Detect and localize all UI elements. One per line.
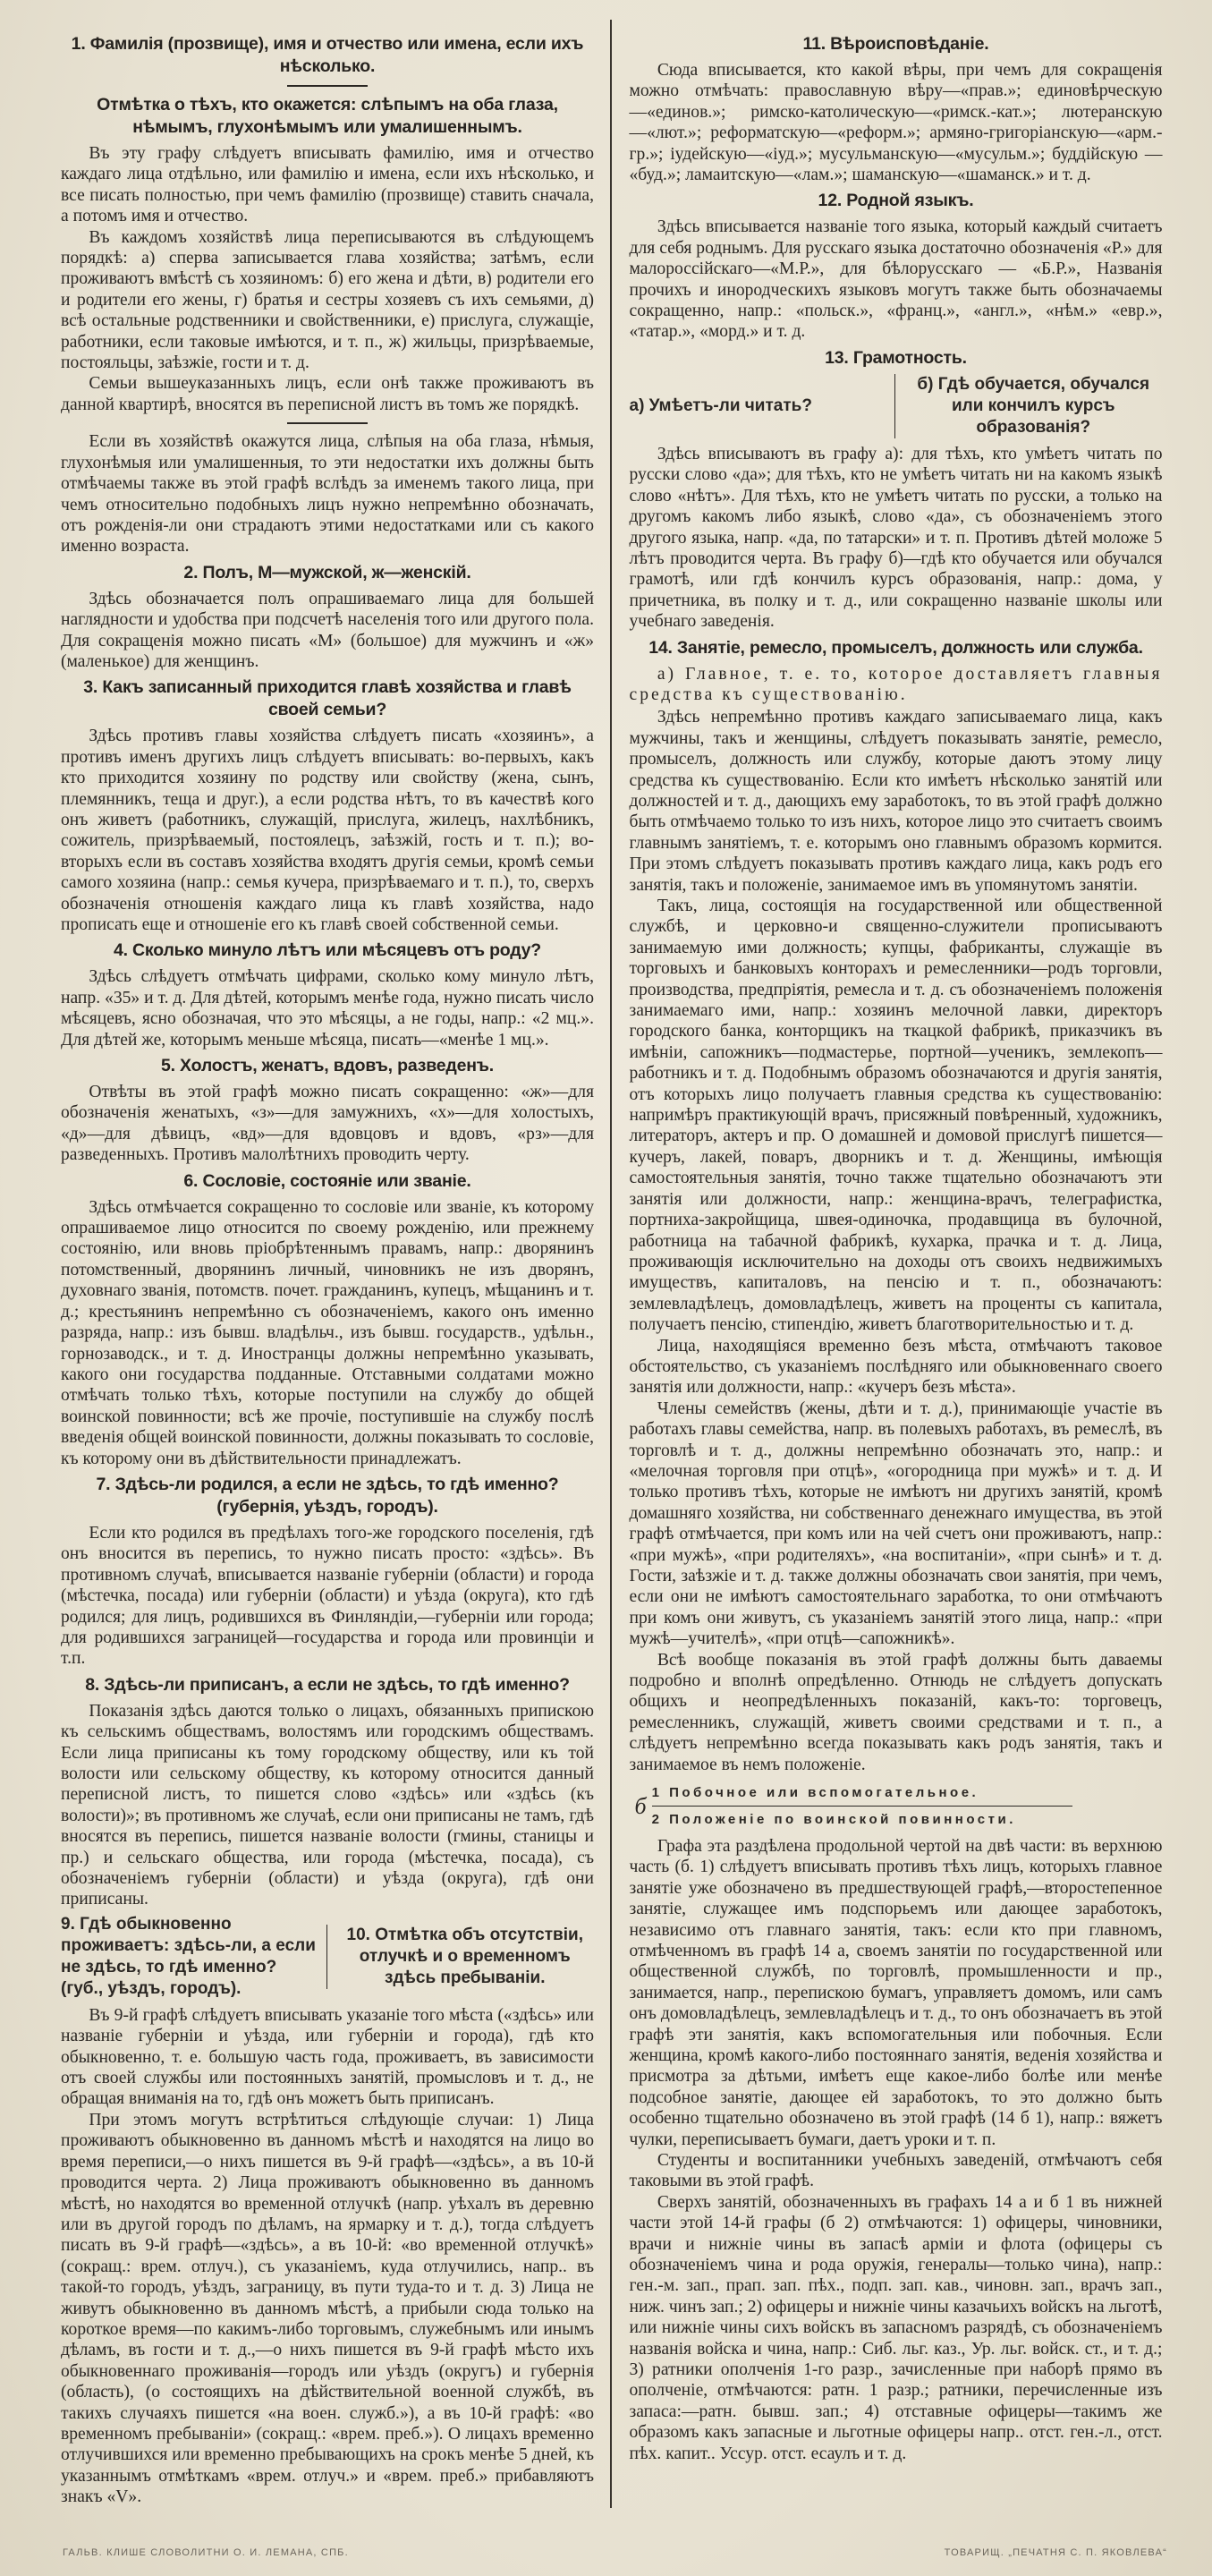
paragraph: Въ эту графу слѣдуетъ вписывать фамилію, имя и отчество каждаго лица отдѣльно, или фамилію и имена, если ихъ нѣсколько, и все писать полностью, при чемъ фамилію (прозвище) ставить сначала, а потомъ имя и отчество. [61,144,594,226]
instruction-section [630,33,1163,185]
paragraph: Сверхъ занятій, обозначенныхъ въ графахъ 14 а и б 1 въ нижней части этой 14-й графы (б 2) отмѣчаются: 1) офицеры, чиновники, врачи и нижніе чины въ запасѣ арміи и флота (офицеры съ обозначеніемъ чина и рода оружія, генералы—только чина), напр.: ген.-м. зап., прап. зап. пѣх., подп. зап. кав., чиновн. зап., врачъ зап., ниж. чинъ зап.; 2) офицеры и нижніе чины казачьихъ войскъ на льготѣ, или нижніе чины сихъ войскъ въ запасномъ разрядѣ, съ обозначеніемъ названія войска и чина, напр.: Сиб. льг. каз., Ур. льг. войск. ст., и т. д.; 3) ратники ополченія 1-го разр., зачисленные при наборѣ прямо въ ополченіе, отмѣчаются: ратн. 1 разр.; ратники, перечисленные изъ запаса:—ратн. бывш. зап.; 4) отставные офицеры—такимъ же образомъ какъ запасные и льготные офицеры напр.. отст. ген.-л., отст. пѣх. капит.. Уссур. отст. есаулъ и т. д. [629,2192,1163,2463]
instruction-section [630,637,1163,1776]
instruction-section [61,1170,594,1469]
instruction-section [630,190,1163,342]
section-heading: 7. Здѣсь-ли родился, а если не здѣсь, то гдѣ именно? (губернія, уѣздъ, городъ). [96,1474,559,1517]
two-column-body [0,29,1212,2508]
instruction-section [61,562,594,673]
paragraph: Здѣсь обозначается полъ опрашиваемаго лица для большей наглядности и удобства при подсчетѣ населенія того или другого пола. Для сокращенія можно писать «М» (большое) для мужчинъ и «ж» (маленькое) для женщинъ. [61,589,594,671]
split-heading-right: 10. Отмѣтка объ отсутствіи, отлучкѣ и о временномъ здѣсь пребываніи. [326,1925,595,1989]
split-heading [61,1914,594,2000]
fraction-heading [635,1782,1163,1831]
paragraph: Если кто родился въ предѣлахъ того-же городского поселенія, гдѣ онъ вносится въ перепись, то нужно писать просто: «здѣсь». Въ противномъ случаѣ, вписывается названіе губерніи (области) и города (мѣстечка, посада) или губерніи (области) и уѣзда (округа), кто гдѣ родился; для лицъ, родившихся въ Финляндіи,—губерніи или города; для родившихся заграницей—государства и города или провинціи и т.п. [61,1523,594,1669]
instruction-section [61,33,594,557]
paragraph: Здѣсь вписываютъ въ графу а): для тѣхъ, кто умѣетъ читать по русски слово «да»; для тѣхъ, кто не умѣетъ читать ни на какомъ языкѣ слово «нѣтъ». Для тѣхъ, кто не умѣетъ читать по русски, а только на другомъ какомъ либо языкѣ, слово «да», съ обозначеніемъ этого другого языка, напр. «да, по татарски» и т. п. Противъ дѣтей моложе 5 лѣтъ проводится черта. Въ графу б)—гдѣ кто обучается или обучался грамотѣ, или гдѣ кончилъ курсъ образованія, напр.: дома, у причетника, въ полку и т. д., или сокращенно названіе школы или учебнаго заведенія. [629,444,1163,632]
instruction-section [630,1782,1163,2464]
instruction-section [61,676,594,935]
section-heading: 11. Вѣроисповѣданіе. [802,34,989,54]
instruction-section [61,939,594,1050]
instruction-section [61,1474,594,1670]
section-heading-secondary: Отмѣтка о тѣхъ, кто окажется: слѣпымъ на оба глаза, нѣмымъ, глухонѣмымъ или умалишеннымъ. [97,95,558,137]
section-heading: 13. Грамотность. [825,347,967,368]
instruction-section [61,1914,594,2508]
paragraph: Здѣсь вписывается названіе того языка, который каждый считаетъ для себя роднымъ. Для русскаго языка достаточно обозначенія «Р.» для малороссійскаго—«М.Р.», для бѣлорусскаго — «Б.Р.», Названія прочихъ и инородческихъ языковъ могутъ также быть обозначаемы сокращенно, напр.: «польск.», «франц.», «англ.», «нѣм.» «евр.», «татар.», «морд.» и т. д. [629,217,1163,342]
section-heading: 3. Какъ записанный приходится главѣ хозяйства и главѣ своей семьи? [83,677,572,720]
printer-credit-right: ТОВАРИЩ. „ПЕЧАТНЯ С. П. ЯКОВЛЕВА“ [944,2546,1167,2558]
paragraph: При этомъ могутъ встрѣтиться слѣдующіе случаи: 1) Лица проживаютъ обыкновенно въ данномъ мѣстѣ и находятся на лицо во время переписи,—о нихъ пишется въ 9-й графѣ—«здѣсь», а въ 10-й проводится черта. 2) Лица проживаютъ обыкновенно въ данномъ мѣстѣ, но находятся во временной отлучкѣ (напр. уѣхалъ въ деревню или въ другой городъ по дѣламъ, на ярмарку и т. д.), тогда слѣдуетъ писать въ 9-й графѣ—«здѣсь», а въ 10-й: «во временной отлучкѣ» (сокращ.: врем. отлуч.), съ указаніемъ, куда отлучились, напр.. въ такой-то городъ, уѣздъ, заграницу, въ пути туда-то и т. д. 3) Лица не живутъ обыкновенно въ данномъ мѣстѣ, а прибыли сюда только на короткое время—по какимъ-либо торговымъ, служебнымъ или инымъ дѣламъ, въ гости и т. д.,—о нихъ пишется въ 9-й графѣ мѣсто ихъ обыкновеннаго проживанія—городъ или уѣздъ (округъ) и губернія (область), (о состоящихъ на дѣйствительной военной службѣ, въ такихъ случаяхъ пишется «на воен. служб.»), а въ 10-й графѣ: «во временномъ пребываніи» (сокращ.: «врем. преб.»). О лицахъ временно отлучившихся или временно пребывающихъ на срокъ менѣе 5 дней, къ указаннымъ отмѣткамъ «врем. отлуч.» и «врем. преб.» прибавляютъ знакъ «V». [61,2110,594,2507]
instruction-section [61,1674,594,1910]
section-heading: 5. Холостъ, женатъ, вдовъ, разведенъ. [160,1056,495,1076]
fraction-letter: б [634,1793,647,1820]
paragraph: Студенты и воспитанники учебныхъ заведеній, отмѣчаютъ себя таковыми въ этой графѣ. [629,2150,1163,2191]
left-column [61,29,594,2508]
section-heading: 1. Фамилія (прозвище), имя и отчество или имена, если ихъ нѣсколько. [71,34,584,76]
section-heading: 2. Полъ, М—мужской, ж—женскій. [183,562,471,582]
section-heading: 4. Сколько минуло лѣтъ или мѣсяцевъ отъ роду? [113,940,542,961]
paragraph: Такъ, лица, состоящія на государственной или общественной службѣ, и церковно-и священно-служители прописываютъ занимаемую ими должность; купцы, фабриканты, служащіе въ торговыхъ и банковыхъ конторахъ и ремесленники—родъ торговли, производства, предпріятія, ремесла и т. д. съ обозначеніемъ положенія занимаемаго ими, напр.: хозяинъ мелочной лавки, директоръ городского банка, конторщикъ на ткацкой фабрикѣ, приказчикъ въ имѣніи, сапожникъ—подмастерье, портной—ученикъ, землекопъ—работникъ и т. д. Подобнымъ образомъ обозначаются и другія занятія, отъ которыхъ лицо получаетъ главныя средства къ существованію: напримѣръ практикующій врачъ, присяжный повѣренный, художникъ, литераторъ, актеръ и пр. О домашней и домовой прислугѣ пишется—кучеръ, лакей, поваръ, дворникъ и т. д. Женщины, имѣющія самостоятельныя занятія, точно также тщательно обозначаютъ эти занятія или должности, напр.: женщина-врачъ, телеграфистка, портниха-закройщица, швея-одиночка, продавщица въ булочной, работница на табачной фабрикѣ, кухарка, прачка и т. д. Лица, проживающія исключительно на доходы отъ своихъ недвижимыхъ имуществъ, капиталовъ, на пенсію и т. п., обозначаютъ: землевладѣлецъ, домовладѣлецъ, живетъ на проценты съ капитала, получаетъ пенсію, стипендію, живетъ благотворительностью и т. д. [629,897,1163,1335]
footer-row [0,2508,1212,2576]
split-heading [630,374,1163,438]
paragraph: Графа эта раздѣлена продольной чертой на двѣ части: въ верхнюю часть (б. 1) слѣдуетъ вписывать противъ тѣхъ лицъ, которыхъ главное занятіе уже обозначено въ предшествующей графѣ,—второстепенное занятіе, служащее имъ подспорьемъ или дающее заработокъ, независимо отъ главнаго занятія, такъ: если кто при главномъ, отмѣченномъ въ графѣ 14 а, своемъ занятіи по государственной или общественной службѣ, по торговлѣ, промышленности и пр., занимается, напр., перепискою бумагъ, управляетъ домомъ, или самъ онъ домовладѣлецъ, землевладѣлецъ и т. д., то онъ обозначаетъ въ этой графѣ эти занятія, какъ вспомогательныя или побочныя. Если женщина, кромѣ какого-либо постояннаго занятія, веденія хозяйства и присмотра за дѣтьми, имѣетъ еще какое-либо болѣе или менѣе подсобное занятіе, дающее ей заработокъ, то это должно быть особенно тщательно обозначено въ этой графѣ (14 б 1), напр.: вяжетъ чулки, переписываетъ бумаги, даетъ уроки и т. п. [629,1836,1163,2149]
paragraph: Въ каждомъ хозяйствѣ лица переписываются въ слѣдующемъ порядкѣ: а) сперва записывается глава хозяйства; затѣмъ, если проживаютъ вмѣстѣ съ хозяиномъ: б) его жена и дѣти, в) родители его и родители его жены, г) братья и сестры хозяевъ съ ихъ семьями, д) всѣ остальные родственники и свойственники, е) прислуга, служащіе, работники, если таковые имѣются, и т. п., ж) жильцы, призрѣваемые, постояльцы, заѣзжіе, гости и т. д. [61,227,594,373]
paragraph: Сюда вписывается, кто какой вѣры, при чемъ для сокращенія можно отмѣчать: православную вѣру—«прав.»; единовѣрческую—«единов.»; римско-католическую—«римск.-кат.»; лютеранскую—«лют.»; реформатскую—«реформ.»; армяно-григоріанскую—«арм.-гр.»; іудейскую—«іуд.»; мусульманскую—«мусульм.»; буддійскую — «буд.»; ламаитскую—«лам.»; шаманскую—«шаманск.» и т. д. [629,61,1163,185]
paragraph: Показанія здѣсь даются только о лицахъ, обязанныхъ припискою къ сельскимъ обществамъ, волостямъ или городскимъ обществамъ. Если лица приписаны къ тому городскому обществу, или къ той волости или сельскому обществу, къ которому относится данный переписной листъ, то пишется слово «здѣсь» или «здѣсь (къ волости)»; въ противномъ же случаѣ, если они приписаны не тамъ, гдѣ вносятся въ перепись, пишется названіе волости (гмины, станицы и пр.) и сельскаго общества, или города (мѣстечка, посада), съ обозначеніемъ губерніи (области) и уѣзда (округа), гдѣ они приписаны. [61,1701,594,1909]
fraction-lines [652,1782,1072,1831]
split-heading-right: б) Гдѣ обучается, обучался или кончилъ курсъ образованія? [894,374,1163,438]
section-heading: 8. Здѣсь-ли приписанъ, а если не здѣсь, то гдѣ именно? [85,1674,570,1695]
section-heading: 6. Сословіе, состояніе или званіе. [183,1170,471,1191]
fraction-line-2: 2 Положеніе по воинской повинности. [651,1812,1016,1828]
section-subheading: а) Главное, т. е. то, которое доставляетъ главныя средства къ существованію. [629,664,1163,704]
right-column [630,29,1163,2508]
fraction-line-1: 1 Побочное или вспомогательное. [652,1782,1072,1807]
section-heading: 14. Занятіе, ремесло, промыселъ, должность или служба. [648,637,1143,658]
section-heading: 12. Родной языкъ. [818,191,974,211]
split-heading-left: 9. Гдѣ обыкновенно проживаетъ: здѣсь-ли, а если не здѣсь, то гдѣ именно? (губ., уѣздъ, городъ). [61,1914,316,1998]
paragraph: Лица, находящіяся временно безъ мѣста, отмѣчаютъ таковое обстоятельство, съ указаніемъ послѣдняго или обыкновеннаго своего занятія или должности, напр.: «кучеръ безъ мѣста». [629,1336,1163,1398]
printer-credit-left: ГАЛЬВ. КЛИШЕ СЛОВОЛИТНИ О. И. ЛЕМАНА, СПБ. [63,2546,349,2558]
divider-rule [287,85,368,87]
split-heading-left: а) Умѣетъ-ли читать? [629,395,812,415]
paragraph: Члены семействъ (жены, дѣти и т. д.), принимающіе участіе въ работахъ главы семейства, напр. въ полевыхъ работахъ, въ ремеслѣ, въ торговлѣ и т. д., должны непремѣнно обозначать это, напр.: и «мелочная торговля при отцѣ», «огородница при мужѣ» и т. д. И только противъ тѣхъ, которые не имѣютъ ни другихъ занятій, кромѣ домашняго хозяйства, ни собственнаго денежнаго имущества, въ этой графѣ отмѣчается, при комъ или на чей счетъ они проживаютъ, напр.: «при мужѣ», «при родителяхъ», «на воспитаніи», «при сынѣ» и т. д. Гости, заѣзжіе и т. д. также должны обозначать свои занятія, при чемъ, если они не имѣютъ самостоятельнаго заработка, то они отмѣчаютъ при комъ они живутъ, съ указаніемъ занятій этого лица, напр.: «при мужѣ—учителѣ», «при отцѣ—сапожникѣ». [629,1399,1163,1649]
instruction-section [61,1055,594,1166]
paragraph: Всѣ вообще показанія въ этой графѣ должны быть даваемы подробно и вполнѣ опредѣленно. Отнюдь не слѣдуетъ допускать общихъ и неопредѣленныхъ показаній, какъ-то: торговецъ, ремесленникъ, служащій, живетъ своими средствами и т. п., а слѣдуетъ непремѣнно всегда показывать какъ родъ занятія, такъ и занимаемое въ немъ положеніе. [629,1650,1163,1774]
divider-rule [287,422,368,424]
paragraph: Здѣсь противъ главы хозяйства слѣдуетъ писать «хозяинъ», а противъ именъ другихъ лицъ слѣдуетъ вписывать: во-первыхъ, какъ кто приходится хозяину по родству или свойству (жена, сынъ, племянникъ, теща и друг.), а если родства нѣтъ, то въ качествѣ кого онъ живетъ (работникъ, служащій, прислуга, жилецъ, нахлѣбникъ, сожитель, призрѣваемый, постоялецъ, заѣзжій, гость и т. п.); во-вторыхъ если въ составъ хозяйства входятъ другія семьи, кромѣ семьи самого хозяина (напр.: семья кучера, призрѣваемаго и т. п.), то, сверхъ обозначенія отношенія каждаго лица къ главѣ хозяйства, надо прописать еще и отношеніе его къ главѣ своей собственной семьи. [61,727,594,934]
instruction-section [630,347,1163,633]
paragraph: Здѣсь отмѣчается сокращенно то сословіе или званіе, къ которому опрашиваемое лицо относится по своему рожденію, или прежнему состоянію, или вновь пріобрѣтеннымъ правамъ, напр.: дворянинъ потомственный, дворянинъ личный, чиновникъ не изъ дворянъ, духовнаго званія, потомств. почет. гражданинъ, купецъ, мѣщанинъ и т. д.; крестьянинъ непремѣнно съ обозначеніемъ, какого онъ именно разряда, напр.: изъ бывш. владѣльч., изъ бывш. государств., удѣльн., горнозаводск., и т. д. Иностранцы должны непремѣнно указывать, какого они государства подданные. Отставными солдатами можно отмѣчать только тѣхъ, которые поступили на службу до общей воинской повинности; всѣ же прочіе, поступившіе на службу послѣ введенія общей воинской повинности, должны показывать то сословіе, къ которому они въ дѣйствительности принадлежатъ. [61,1197,594,1468]
paragraph: Здѣсь непремѣнно противъ каждаго записываемаго лица, какъ мужчины, такъ и женщины, слѣдуетъ показывать занятіе, ремесло, промыселъ, должность или службу, которые даютъ этому лицу средства къ существованію. Если кто имѣетъ нѣсколько занятій или должностей и т. д., дающихъ ему заработокъ, то въ этой графѣ должно быть отмѣчаемо только то изъ нихъ, которое лицо это считаетъ своимъ главнымъ занятіемъ, т. е. которымъ оно главнымъ образомъ кормится. При этомъ слѣдуетъ показывать противъ каждаго лица, какъ родъ его занятія, такъ и положеніе, занимаемое имъ въ упомянутомъ занятіи. [629,708,1163,895]
column-divider [610,20,612,2508]
paragraph: Отвѣты въ этой графѣ можно писать сокращенно: «ж»—для обозначенія женатыхъ, «з»—для замужнихъ, «х»—для холостыхъ, «д»—для дѣвицъ, «вд»—для вдовцовъ и вдовъ, «рз»—для разведенныхъ. Противъ малолѣтнихъ проводить черту. [61,1083,594,1165]
paragraph: Здѣсь слѣдуетъ отмѣчать цифрами, сколько кому минуло лѣтъ, напр. «35» и т. д. Для дѣтей, которымъ менѣе года, нужно писать число мѣсяцевъ, ясно обозначая, что это мѣсяцы, а не годы, напр.: «2 мц.». Для дѣтей же, которымъ меньше мѣсяца, писать—«менѣе 1 мц.». [61,967,594,1050]
paragraph: Въ 9-й графѣ слѣдуетъ вписывать указаніе того мѣста («здѣсь» или названіе губерніи и уѣзда, или губерніи и города), гдѣ кто обыкновенно, т. е. большую часть года, проживаетъ, въ зависимости отъ своей службы или постоянныхъ занятій, промысловъ и т. д., не обращая вниманія на то, гдѣ онъ можетъ быть приписанъ. [61,2005,594,2109]
note-paragraph: Если въ хозяйствѣ окажутся лица, слѣпыя на оба глаза, нѣмыя, глухонѣмыя или умалишенныя, то эти недостатки ихъ должны быть отмѣчаемы также въ этой графѣ вслѣдъ за именемъ такого лица, при чемъ относительно подобныхъ лицъ нужно непремѣнно обозначать, отъ рожденія-ли они страдаютъ этими недостатками или съ какого именно возраста. [61,432,594,557]
paragraph: Семьи вышеуказанныхъ лицъ, если онѣ также проживаютъ въ данной квартирѣ, вносятся въ переписной листъ въ томъ же порядкѣ. [61,374,594,414]
